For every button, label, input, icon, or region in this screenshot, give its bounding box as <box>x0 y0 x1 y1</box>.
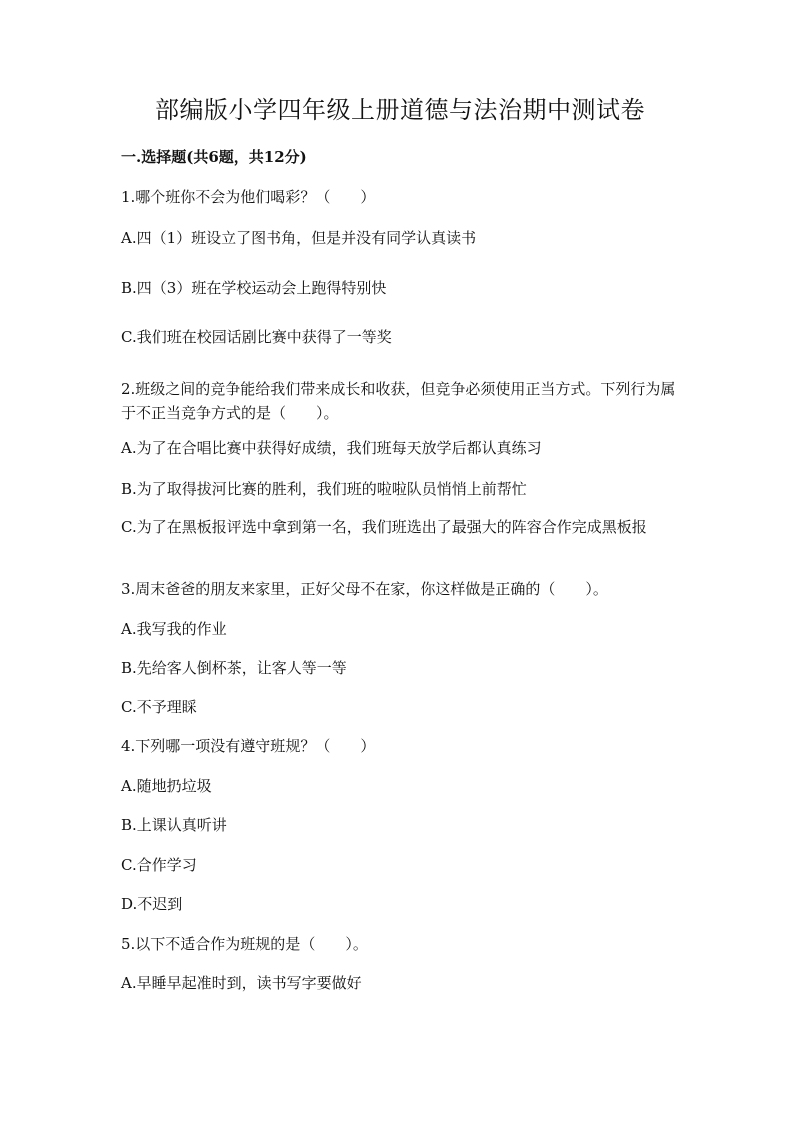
question-1-option-b: B.四（3）班在学校运动会上跑得特别快 <box>121 279 387 297</box>
question-5-stem: 5.以下不适合作为班规的是（ ）。 <box>121 935 368 953</box>
question-5-option-a: A.早睡早起准时到，读书写字要做好 <box>121 974 362 992</box>
question-4-option-c: C.合作学习 <box>121 856 197 874</box>
question-2-stem: 2.班级之间的竞争能给我们带来成长和收获，但竞争必须使用正当方式。下列行为属于不正当竞争方式的是（ ）。 <box>121 380 676 422</box>
section-heading: 一.选择题(共6题，共12分) <box>121 148 307 166</box>
question-3-option-c: C.不予理睬 <box>121 698 197 716</box>
question-3-option-b: B.先给客人倒杯茶，让客人等一等 <box>121 659 347 677</box>
question-4-option-b: B.上课认真听讲 <box>121 816 227 834</box>
question-4-option-d: D.不迟到 <box>121 895 183 913</box>
question-3-option-a: A.我写我的作业 <box>121 620 227 638</box>
page-title: 部编版小学四年级上册道德与法治期中测试卷 <box>155 96 645 124</box>
question-1-option-a: A.四（1）班设立了图书角，但是并没有同学认真读书 <box>121 229 477 247</box>
question-4-stem: 4.下列哪一项没有遵守班规？（ ） <box>121 737 376 755</box>
question-3-stem: 3.周末爸爸的朋友来家里，正好父母不在家，你这样做是正确的（ ）。 <box>121 580 608 598</box>
question-2-option-b: B.为了取得拔河比赛的胜利，我们班的啦啦队员悄悄上前帮忙 <box>121 480 527 498</box>
question-2-option-c: C.为了在黑板报评选中拿到第一名，我们班选出了最强大的阵容合作完成黑板报 <box>121 518 647 536</box>
question-4-option-a: A.随地扔垃圾 <box>121 777 212 795</box>
question-2-option-a: A.为了在合唱比赛中获得好成绩，我们班每天放学后都认真练习 <box>121 439 542 457</box>
question-1-stem: 1.哪个班你不会为他们喝彩？（ ） <box>121 188 376 206</box>
question-1-option-c: C.我们班在校园话剧比赛中获得了一等奖 <box>121 328 392 346</box>
